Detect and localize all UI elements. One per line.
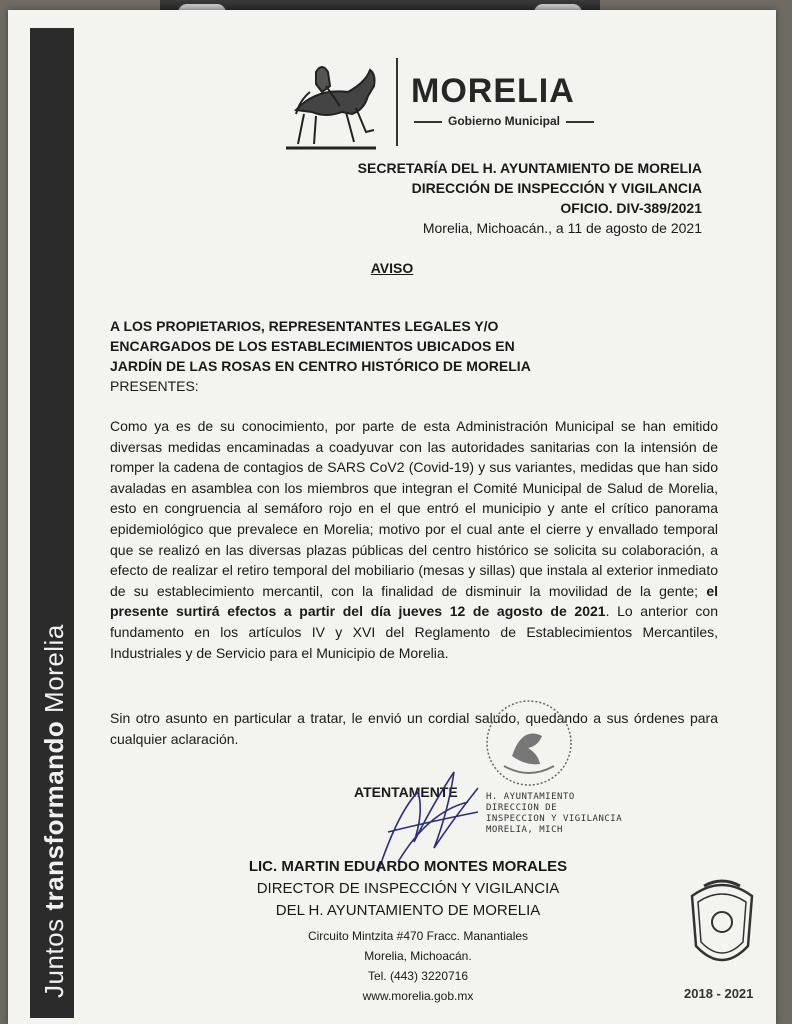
coat-of-arms-icon — [684, 878, 760, 974]
office-stamp — [486, 792, 622, 836]
slogan-suffix: Morelia — [39, 624, 69, 713]
office-date: Morelia, Michoacán., a 11 de agosto de 2021 — [422, 220, 702, 236]
municipal-logo — [276, 52, 606, 152]
slogan-highlight: transformando — [39, 720, 69, 911]
logo-divider — [396, 58, 398, 146]
contact-web: www.morelia.gob.mx — [362, 989, 474, 1003]
closing-salutation: ATENTAMENTE — [354, 784, 458, 800]
body-text-effective-date: el presente surtirá efectos a partir del día jueves 12 de agosto de 2021 — [110, 582, 718, 620]
contact-block — [8, 926, 792, 1006]
slogan-prefix: Juntos — [39, 918, 69, 998]
signer-title-1: DIRECTOR DE INSPECCIÓN Y VIGILANCIA — [256, 880, 560, 897]
office-line-secretaria: SECRETARÍA DEL H. AYUNTAMIENTO DE MORELIA — [357, 160, 702, 176]
national-seal-icon — [482, 696, 576, 790]
stamp-line-1: H. AYUNTAMIENTO — [486, 792, 575, 802]
document-title: AVISO — [370, 260, 414, 276]
contact-address: Circuito Mintzita #470 Fracc. Manantiales — [307, 929, 529, 943]
closing-paragraph: Sin otro asunto en particular a tratar, le envió un cordial saludo, quedando a sus órdenes para cualquier aclaración. — [110, 710, 718, 747]
signer-block — [8, 856, 792, 922]
addressee-line-2: ENCARGADOS DE LOS ESTABLECIMIENTOS UBICADOS EN — [110, 338, 515, 354]
stamp-line-3: INSPECCION Y VIGILANCIA — [486, 814, 623, 824]
body-text-part-1: Como ya es de su conocimiento, por parte de esta Administración Municipal se han emitido diversas medidas encaminadas a coadyuvar con las autoridades sanitarias con la intensión de romper la cadena de contagios de SARS CoV2 (Covid-19) y sus variantes, medidas que han sido avaladas en asamblea con los miembros que integran el Comité Municipal de Salud de Morelia, esto en congruencia al semáforo rojo en el que entró el municipio y ante el crítico panorama epidemiológico que prevalece en Morelia; motivo por el cual ante el cierre y envallado temporal que se realizó en las diversas plazas públicas del centro histórico se solicita su colaboración, a efecto de realizar el retiro temporal del mobiliario (mesas y sillas) que instala al exterior inmediato de su establecimiento mercantil, con la finalidad de disminuir la movilidad de la gente; — [110, 418, 718, 599]
document-page — [8, 10, 776, 1024]
addressee-line-3: JARDÍN DE LAS ROSAS EN CENTRO HISTÓRICO DE MORELIA — [110, 358, 531, 374]
addressee-line-1: A LOS PROPIETARIOS, REPRESENTANTES LEGALES Y/O — [110, 318, 499, 334]
equestrian-statue-icon — [276, 52, 386, 152]
contact-phone: Tel. (443) 3220716 — [367, 969, 469, 983]
signer-name: LIC. MARTIN EDUARDO MONTES MORALES — [248, 858, 568, 875]
addressee-block — [110, 316, 531, 396]
administration-term: 2018 - 2021 — [684, 986, 754, 1001]
body-paragraph — [110, 416, 718, 663]
stamp-line-4: MORELIA, MICH — [486, 825, 563, 835]
signer-title-2: DEL H. AYUNTAMIENTO DE MORELIA — [275, 902, 541, 919]
contact-city: Morelia, Michoacán. — [364, 949, 472, 963]
office-header — [358, 158, 702, 238]
body-text-part-3: . Lo anterior con fundamento en los artículos IV y XVI del Reglamento de Establecimientos Mercantiles, Industriales y de Servicio para el Municipio de Morelia. — [110, 603, 718, 661]
office-line-oficio: OFICIO. DIV-389/2021 — [560, 200, 702, 216]
stamp-line-2: DIRECCION DE — [486, 803, 558, 813]
brand-subtitle: Gobierno Municipal — [414, 114, 594, 128]
office-line-direccion: DIRECCIÓN DE INSPECCIÓN Y VIGILANCIA — [411, 180, 702, 196]
brand-name: MORELIA — [411, 72, 575, 110]
addressee-line-4: PRESENTES: — [110, 378, 199, 394]
